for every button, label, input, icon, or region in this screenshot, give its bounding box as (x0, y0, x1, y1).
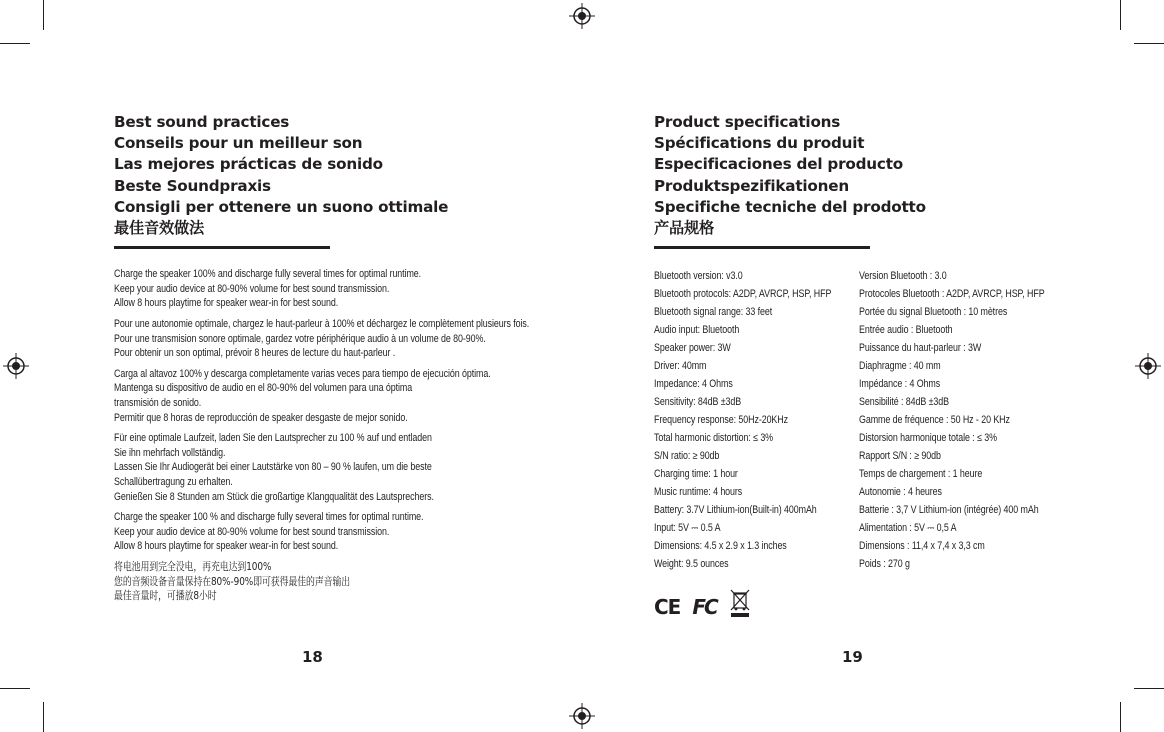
section-heading: 最佳音效做法 (114, 219, 204, 238)
section-heading: Spécifications du produit (654, 134, 865, 153)
crop-mark (1134, 43, 1164, 44)
paragraph-line: Pour une autonomie optimale, chargez le haut-parleur à 100% et déchargez le complètement plusieurs fois. (114, 318, 530, 330)
paragraph-line: Mantenga su dispositivo de audio en el 80-90% del volumen para una óptima (114, 382, 413, 395)
paragraph-line: Permitir que 8 horas de reproducción de speaker desgaste de mejor sonido. (114, 411, 408, 424)
paragraph-line: Charge the speaker 100 % and discharge fully several times for optimal runtime. (114, 511, 424, 524)
spec-line: Version Bluetooth : 3.0 (859, 270, 947, 283)
best-sound-practices-page (114, 112, 554, 610)
spec-line: Impedance: 4 Ohms (654, 378, 733, 391)
paragraph-line: 将电池用到完全没电，再充电达到100% (114, 560, 272, 573)
spec-line: Sensitivity: 84dB ±3dB (654, 396, 742, 409)
paragraph-line: Schallübertragung zu erhalten. (114, 475, 233, 488)
spec-line: S/N ratio: ≥ 90db (654, 450, 720, 463)
spec-line: Music runtime: 4 hours (654, 486, 743, 499)
section-headings (654, 112, 1094, 239)
spec-line: Protocoles Bluetooth : A2DP, AVRCP, HSP, HFP (859, 288, 1045, 301)
spec-line: Impédance : 4 Ohms (859, 378, 941, 391)
paragraph-french (114, 317, 530, 361)
spec-line: Diaphragme : 40 mm (859, 360, 941, 373)
section-heading: Especificaciones del producto (654, 155, 903, 174)
spec-line: Alimentation : 5V ⎓ 0,5 A (859, 522, 957, 535)
paragraph-english (114, 267, 484, 311)
spec-line: Rapport S/N : ≥ 90db (859, 450, 941, 463)
spec-line: Driver: 40mm (654, 360, 707, 373)
section-heading: Consigli per ottenere un suono ottimale (114, 197, 449, 216)
certification-marks (654, 588, 751, 618)
paragraph-line: Carga al altavoz 100% y descarga completamente varias veces para tiempo de ejecución óptima. (114, 367, 491, 380)
spec-line: Poids : 270 g (859, 558, 910, 571)
spec-line: Batterie : 3,7 V Lithium-ion (intégrée) 400 mAh (859, 504, 1039, 517)
spec-line: Temps de chargement : 1 heure (859, 468, 983, 481)
spec-column-english (654, 267, 831, 573)
spec-line: Puissance du haut-parleur : 3W (859, 342, 982, 355)
spec-column-french (859, 267, 1045, 573)
paragraph-line: Allow 8 hours playtime for speaker wear-in for best sound. (114, 540, 339, 553)
spec-line: Battery: 3.7V Lithium-ion(Built-in) 400mAh (654, 504, 817, 517)
section-heading: Specifiche tecniche del prodotto (654, 197, 926, 216)
spec-line: Audio input: Bluetooth (654, 324, 740, 337)
crop-mark (43, 702, 44, 732)
registration-mark-icon (1133, 351, 1163, 381)
spec-line: Bluetooth protocols: A2DP, AVRCP, HSP, HFP (654, 288, 832, 301)
heading-divider (654, 246, 870, 249)
spec-line: Gamme de fréquence : 50 Hz - 20 KHz (859, 414, 1010, 427)
paragraph-spanish (114, 367, 491, 425)
spec-line: Bluetooth signal range: 33 feet (654, 306, 773, 319)
spec-line: Bluetooth version: v3.0 (654, 270, 743, 283)
section-heading: Product specifications (654, 113, 841, 131)
paragraph-line: Keep your audio device at 80-90% volume for best sound transmission. (114, 282, 390, 295)
heading-divider (114, 246, 330, 249)
section-heading: 产品规格 (654, 219, 714, 238)
registration-mark-icon (567, 701, 597, 731)
paragraph-line: Allow 8 hours playtime for speaker wear-in for best sound. (114, 297, 339, 310)
section-heading: Best sound practices (114, 113, 290, 131)
paragraph-line: Pour obtenir un son optimal, prévoir 8 heures de lecture du haut-parleur . (114, 347, 396, 360)
spec-line: Portée du signal Bluetooth : 10 mètres (859, 306, 1008, 319)
crop-mark (1120, 0, 1121, 30)
section-heading: Conseils pour un meilleur son (114, 134, 363, 153)
section-heading: Las mejores prácticas de sonido (114, 155, 383, 174)
spec-line: Speaker power: 3W (654, 342, 731, 355)
paragraph-line: Sie ihn mehrfach vollständig. (114, 446, 226, 459)
spec-line: Dimensions : 11,4 x 7,4 x 3,3 cm (859, 540, 985, 553)
spec-line: Charging time: 1 hour (654, 468, 738, 481)
paragraph-italian (114, 510, 484, 554)
registration-mark-icon (1, 351, 31, 381)
spec-line: Input: 5V ⎓ 0.5 A (654, 522, 721, 535)
practice-paragraphs (114, 267, 530, 603)
paragraph-line: Pour une transmision sonore optimale, gardez votre périphérique audio à un volume de 80-90%. (114, 332, 486, 345)
paragraph-line: Lassen Sie Ihr Audiogerät bei einer Lautstärke von 80 – 90 % laufen, um die beste (114, 461, 432, 474)
page-number: 19 (842, 648, 863, 666)
paragraph-german (114, 431, 484, 504)
spec-line: Total harmonic distortion: ≤ 3% (654, 432, 774, 445)
spec-line: Dimensions: 4.5 x 2.9 x 1.3 inches (654, 540, 787, 553)
spec-line: Distorsion harmonique totale : ≤ 3% (859, 432, 997, 445)
paragraph-line: transmisión de sonido. (114, 396, 202, 409)
crop-mark (43, 0, 44, 30)
page-number: 18 (302, 648, 323, 666)
product-specifications-page (654, 112, 1094, 587)
fcc-mark-icon: FC (692, 595, 717, 619)
spec-line: Autonomie : 4 heures (859, 486, 942, 499)
paragraph-chinese (114, 560, 484, 604)
paragraph-line: Charge the speaker 100% and discharge fully several times for optimal runtime. (114, 268, 422, 281)
spec-line: Frequency response: 50Hz-20KHz (654, 414, 789, 427)
crop-mark (0, 43, 30, 44)
spec-line: Sensibilité : 84dB ±3dB (859, 396, 950, 409)
section-heading: Beste Soundpraxis (114, 176, 271, 195)
section-heading: Produktspezifikationen (654, 176, 849, 195)
spec-table (654, 267, 1094, 587)
paragraph-line: 您的音频设备音量保持在80%-90%即可获得最佳的声音输出 (114, 575, 351, 588)
paragraph-line: Keep your audio device at 80-90% volume for best sound transmission. (114, 525, 390, 538)
crop-mark (0, 688, 30, 689)
crossed-out-bin-icon (729, 588, 751, 618)
registration-mark-icon (567, 1, 597, 31)
paragraph-line: Für eine optimale Laufzeit, laden Sie den Lautsprecher zu 100 % auf und entladen (114, 432, 432, 445)
paragraph-line: 最佳音量时，可播放8小时 (114, 590, 217, 603)
paragraph-line: Genießen Sie 8 Stunden am Stück die großartige Klangqualität des Lautsprechers. (114, 490, 434, 503)
spec-line: Weight: 9.5 ounces (654, 558, 729, 571)
spec-line: Entrée audio : Bluetooth (859, 324, 953, 337)
crop-mark (1120, 702, 1121, 732)
section-headings (114, 112, 554, 239)
ce-mark-icon: CE (654, 595, 681, 619)
crop-mark (1134, 688, 1164, 689)
